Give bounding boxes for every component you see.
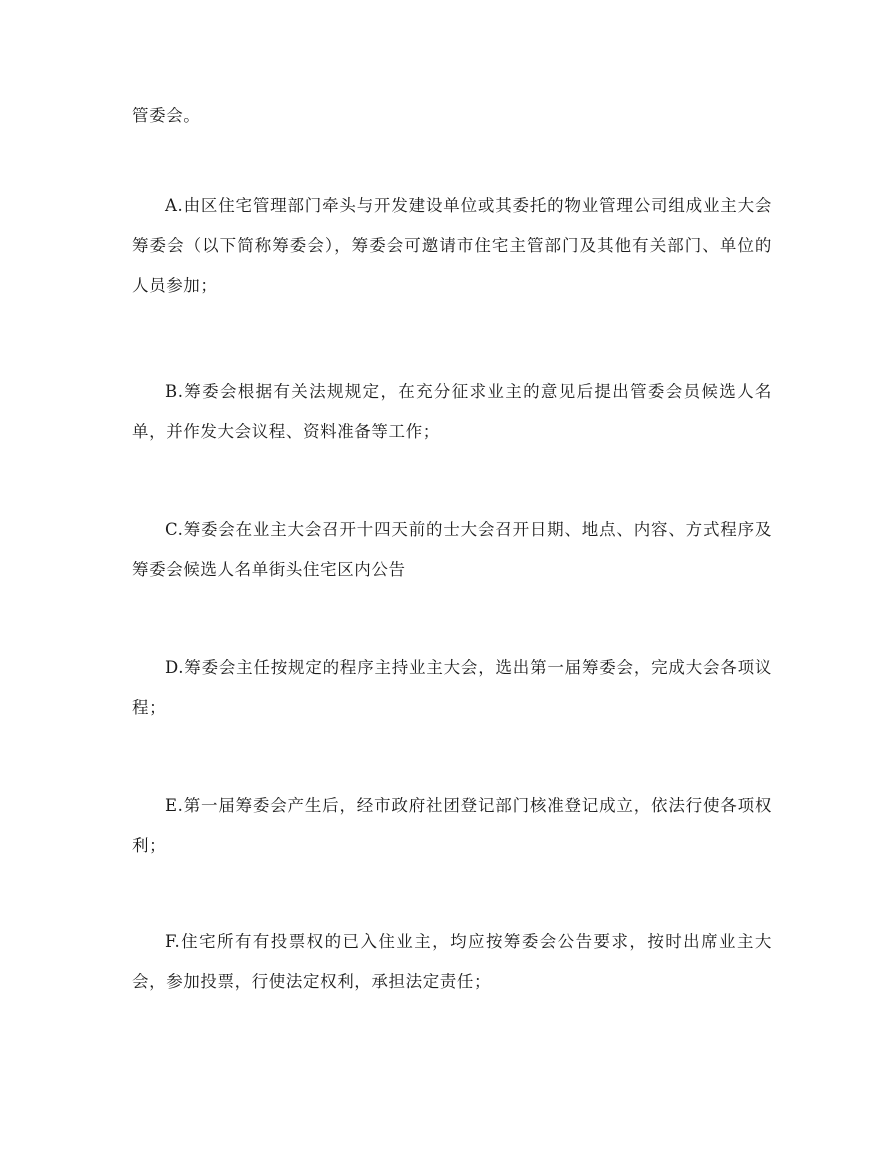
intro-text: 管委会。 bbox=[132, 106, 201, 125]
clause-d: D.筹委会主任按规定的程序主持业主大会，选出第一届筹委会，完成大会各项议程； bbox=[132, 658, 772, 717]
clause-c: C.筹委会在业主大会召开十四天前的士大会召开日期、地点、内容、方式程序及筹委会候选人名单街头住宅区内公告 bbox=[132, 520, 772, 579]
clause-b: B.筹委会根据有关法规规定，在充分征求业主的意见后提出管委会员候选人名单，并作发大会议程、资料准备等工作； bbox=[132, 382, 772, 441]
clause-e: E.第一届筹委会产生后，经市政府社团登记部门核准登记成立，依法行使各项权利； bbox=[132, 796, 772, 855]
clause-f: F.住宅所有有投票权的已入住业主，均应按筹委会公告要求，按时出席业主大会，参加投票，行使法定权利，承担法定责任； bbox=[132, 932, 772, 991]
clause-a: A.由区住宅管理部门牵头与开发建设单位或其委托的物业管理公司组成业主大会筹委会（以下简称筹委会），筹委会可邀请市住宅主管部门及其他有关部门、单位的人员参加； bbox=[132, 196, 772, 295]
